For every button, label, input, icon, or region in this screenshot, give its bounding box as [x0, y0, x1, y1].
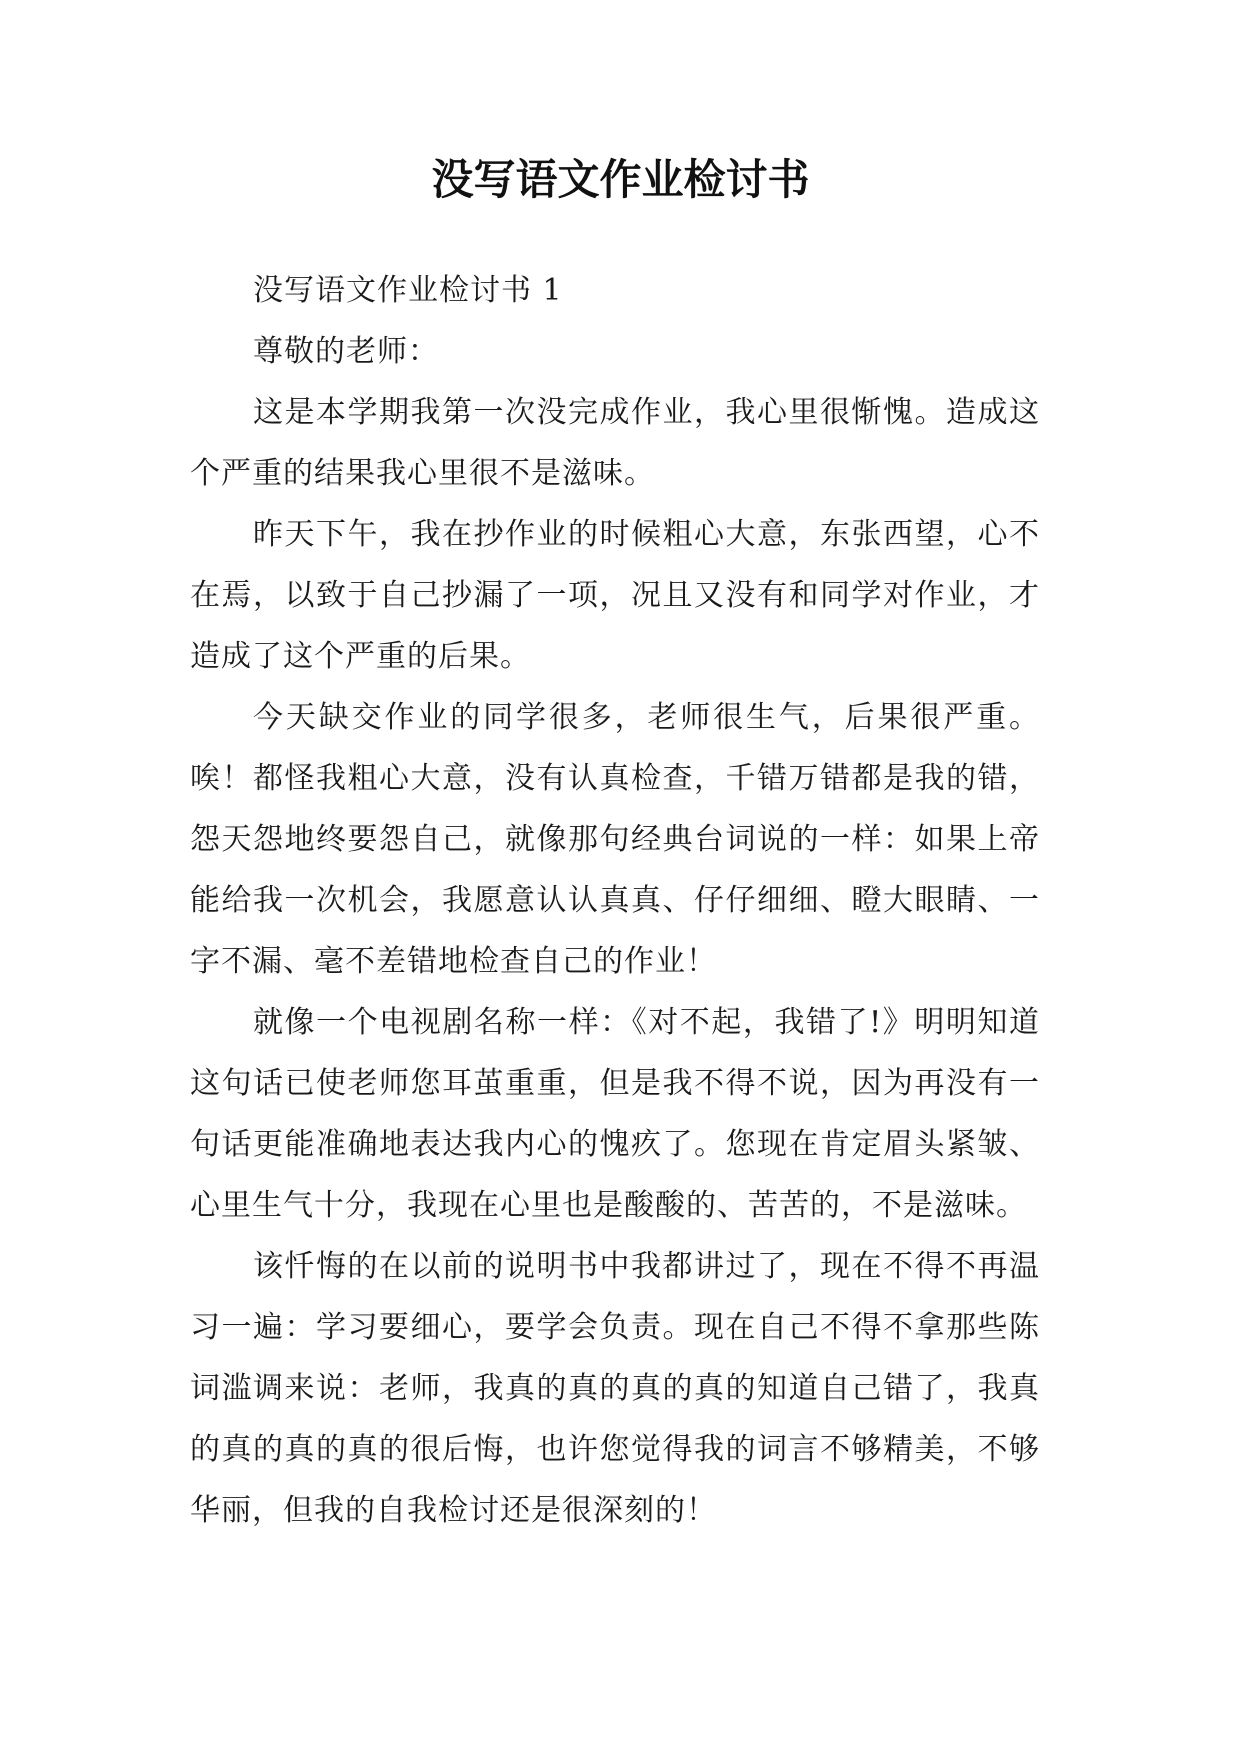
- paragraph-4: 就像一个电视剧名称一样：《对不起，我错了!》明明知道这句话已使老师您耳茧重重，但是我不得不说，因为再没有一句话更能准确地表达我内心的愧疚了。您现在肯定眉头紧皱、心里生气十分，我现在心里也是酸酸的、苦苦的，不是滋味。: [190, 1005, 1040, 1223]
- paragraph-5: 该忏悔的在以前的说明书中我都讲过了，现在不得不再温习一遍：学习要细心，要学会负责。现在自己不得不拿那些陈词滥调来说：老师，我真的真的真的真的知道自己错了，我真的真的真的真的很后悔，也许您觉得我的词言不够精美，不够华丽，但我的自我检讨还是很深刻的！: [190, 1249, 1040, 1528]
- salutation: 尊敬的老师：: [253, 334, 439, 369]
- paragraph-1: 这是本学期我第一次没完成作业，我心里很惭愧。造成这个严重的结果我心里很不是滋味。: [190, 395, 1040, 491]
- paragraph-2: 昨天下午，我在抄作业的时候粗心大意，东张西望，心不在焉，以致于自己抄漏了一项，况且又没有和同学对作业，才造成了这个严重的后果。: [190, 517, 1040, 674]
- document-body: [190, 260, 1040, 1541]
- section-heading: 没写语文作业检讨书 1: [253, 273, 563, 308]
- document-title: 没写语文作业检讨书: [431, 155, 810, 204]
- paragraph-3: 今天缺交作业的同学很多，老师很生气，后果很严重。唉！都怪我粗心大意，没有认真检查，千错万错都是我的错，怨天怨地终要怨自己，就像那句经典台词说的一样：如果上帝能给我一次机会，我愿意认认真真、仔仔细细、瞪大眼睛、一字不漏、毫不差错地检查自己的作业！: [190, 700, 1040, 979]
